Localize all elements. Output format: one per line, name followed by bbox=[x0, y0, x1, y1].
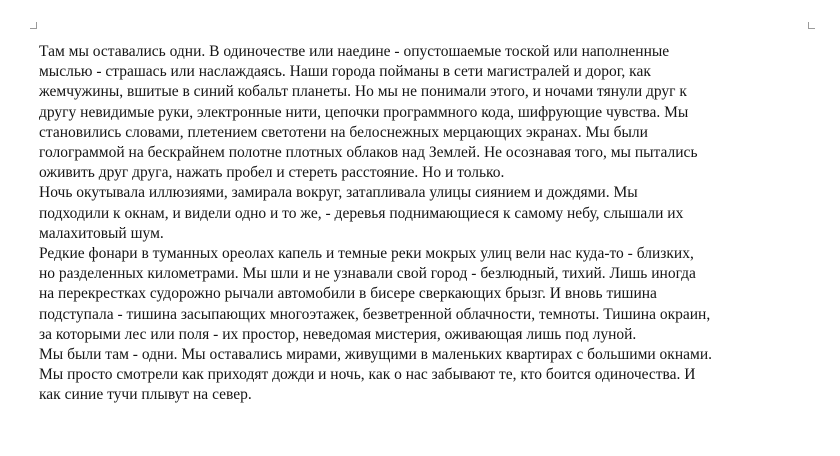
text-line: Мы просто смотрели как приходят дожди и ночь, как о нас забывают те, кто боится одиночества. И bbox=[39, 366, 696, 384]
text-line: как синие тучи плывут на север. bbox=[39, 386, 252, 404]
text-line: мыслью - страшась или наслаждаясь. Наши города пойманы в сети магистралей и дорог, как bbox=[39, 63, 651, 81]
text-line: подступала - тишина засыпающих многоэтажек, безветренной облачности, темноты. Тишина окраин, bbox=[39, 305, 711, 323]
text-line: подходили к окнам, и видели одно и то же, - деревья поднимающиеся к самому небу, слышали их bbox=[39, 204, 684, 222]
document-text[interactable] bbox=[39, 42, 829, 406]
text-line: за которыми лес или поля - их простор, неведомая мистерия, оживающая лишь под луной. bbox=[39, 325, 637, 343]
text-line: другу невидимые руки, электронные нити, цепочки программного кода, шифрующие чувства. Мы bbox=[39, 103, 689, 121]
text-line: но разделенных километрами. Мы шли и не узнавали свой город - безлюдный, тихий. Лишь иногда bbox=[39, 265, 696, 283]
text-line: Там мы оставались одни. В одиночестве или наедине - опустошаемые тоской или наполненные bbox=[39, 43, 670, 60]
text-line: жемчужины, вшитые в синий кобальт планеты. Но мы не понимали этого, и ночами тянули друг к bbox=[39, 83, 687, 101]
text-line: Ночь окутывала иллюзиями, замирала вокруг, затапливала улицы сиянием и дождями. Мы bbox=[39, 184, 638, 202]
text-line: становились словами, плетением светотени на белоснежных мерцающих экранах. Мы были bbox=[39, 123, 648, 141]
margin-corner-mark-right bbox=[808, 22, 815, 29]
text-line: малахитовый шум. bbox=[39, 224, 164, 242]
text-line: оживить друг друга, нажать пробел и стереть расстояние. Но и только. bbox=[39, 164, 505, 182]
text-line: голограммой на бескрайнем полотне плотных облаков над Землей. Не осознавая того, мы пытались bbox=[39, 144, 698, 162]
margin-corner-mark-left bbox=[30, 22, 37, 29]
text-line: Мы были там - одни. Мы оставались мирами, живущими в маленьких квартирах с большими окнами. bbox=[39, 346, 712, 364]
text-line: на перекрестках судорожно рычали автомобили в бисере сверкающих брызг. И вновь тишина bbox=[39, 285, 657, 303]
text-line: Редкие фонари в туманных ореолах капель и темные реки мокрых улиц вели нас куда-то - близких, bbox=[39, 245, 694, 263]
